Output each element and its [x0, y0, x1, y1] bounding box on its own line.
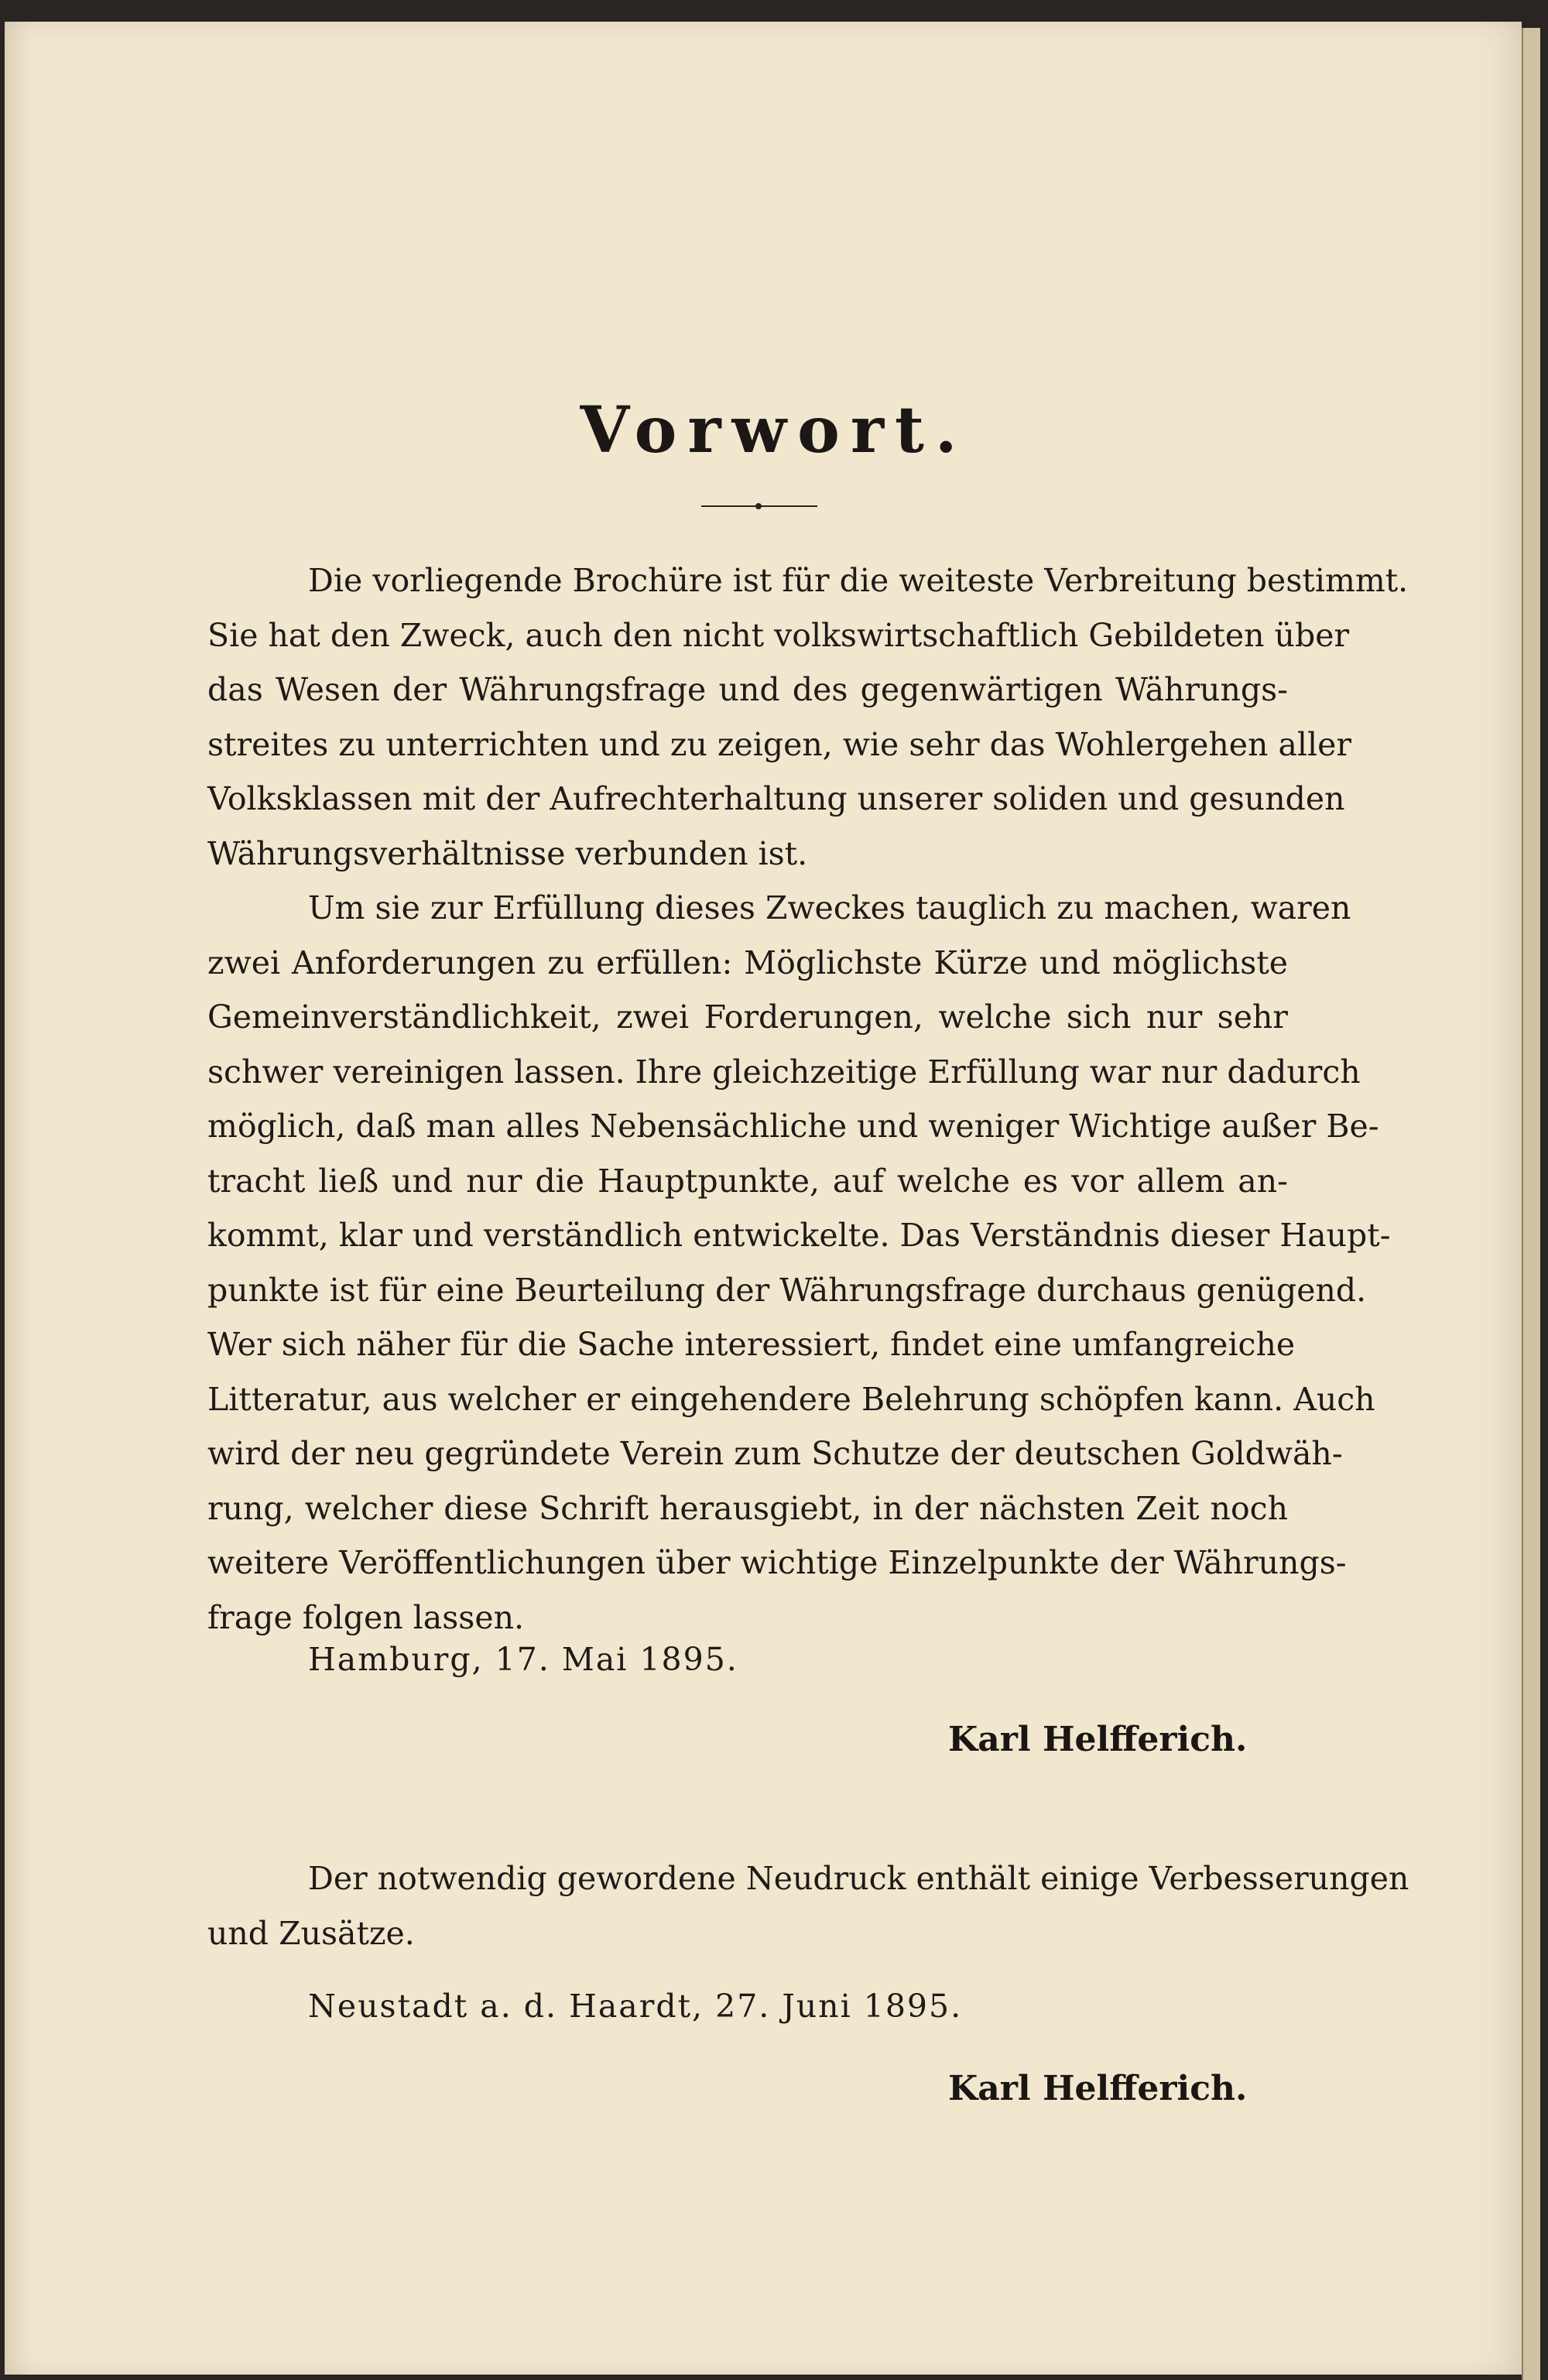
text-line: kommt, klar und verständlich entwickelte. Das Verständnis dieser Haupt- — [207, 1217, 1391, 1254]
author-signature-2: Karl Helfferich. — [948, 2069, 1248, 2108]
text-line: tracht ließ und nur die Hauptpunkte, auf welche es vor allem an- — [207, 1162, 1288, 1200]
text-line: möglich, daß man alles Nebensächliche und weniger Wichtige außer Be- — [207, 1108, 1379, 1145]
text-line: Litteratur, aus welcher er eingehendere Belehrung schöpfen kann. Auch — [207, 1380, 1375, 1418]
text-line: schwer vereinigen lassen. Ihre gleichzeitige Erfüllung war nur dadurch — [207, 1053, 1361, 1091]
text-line: Wer sich näher für die Sache interessiert, findet eine umfangreiche — [207, 1326, 1296, 1363]
text-line: das Wesen der Währungsfrage und des gegenwärtigen Währungs- — [207, 671, 1288, 708]
text-line: und Zusätze. — [207, 1914, 415, 1952]
dateline-hamburg: Hamburg, 17. Mai 1895. — [308, 1641, 738, 1678]
page-title: Vorwort. — [580, 393, 968, 467]
text-line: zwei Anforderungen zu erfüllen: Möglichste Kürze und möglichste — [207, 943, 1288, 981]
text-line: Sie hat den Zweck, auch den nicht volkswirtschaftlich Gebildeten über — [207, 616, 1350, 654]
text-line: Gemeinverständlichkeit, zwei Forderungen, welche sich nur sehr — [207, 998, 1288, 1036]
text-line: Die vorliegende Brochüre ist für die weiteste Verbreitung bestimmt. — [308, 562, 1409, 599]
text-line: Um sie zur Erfüllung dieses Zweckes tauglich zu machen, waren — [308, 889, 1351, 926]
preface-paragraph — [207, 553, 1409, 1645]
text-line: Der notwendig gewordene Neudruck enthält einige Verbesserungen — [308, 1860, 1409, 1897]
text-line: streites zu unterrichten und zu zeigen, wie sehr das Wohlergehen aller — [207, 725, 1352, 763]
reprint-note — [207, 1851, 1409, 1961]
text-line: punkte ist für eine Beurteilung der Währungsfrage durchaus genügend. — [207, 1271, 1367, 1309]
author-signature: Karl Helfferich. — [948, 1720, 1248, 1759]
dateline-neustadt: Neustadt a. d. Haardt, 27. Juni 1895. — [308, 1988, 963, 2025]
text-line: frage folgen lassen. — [207, 1598, 525, 1636]
page-edge — [1522, 28, 1540, 2380]
text-line: wird der neu gegründete Verein zum Schutze der deutschen Goldwäh- — [207, 1435, 1343, 1472]
text-line: Währungsverhältnisse verbunden ist. — [207, 834, 808, 872]
title-divider-dot — [755, 503, 762, 509]
text-line: rung, welcher diese Schrift herausgiebt, in der nächsten Zeit noch — [207, 1489, 1288, 1527]
text-line: weitere Veröffentlichungen über wichtige Einzelpunkte der Währungs- — [207, 1544, 1347, 1581]
text-line: Volksklassen mit der Aufrechterhaltung unserer soliden und gesunden — [207, 780, 1345, 817]
